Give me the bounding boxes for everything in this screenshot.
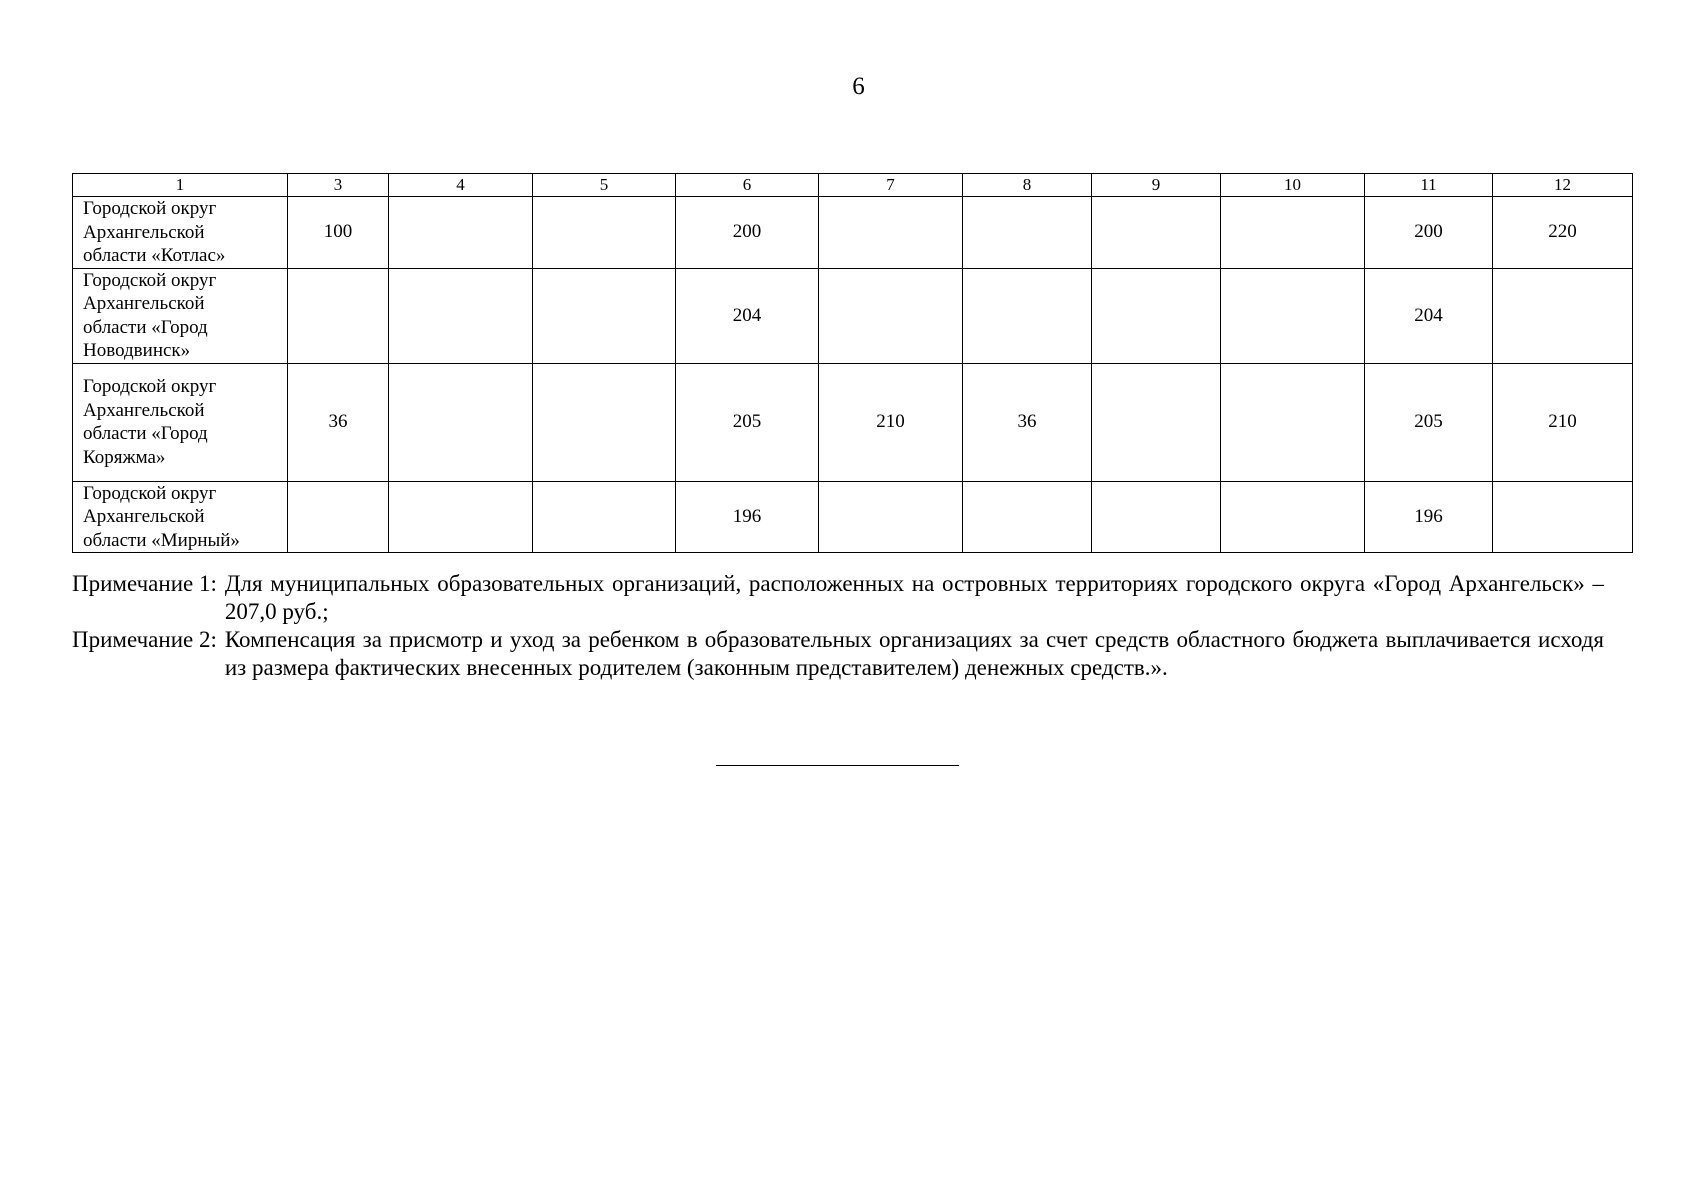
- table-cell: 36: [963, 363, 1092, 481]
- table-cell: [819, 481, 963, 553]
- note-1-label: Примечание 1:: [72, 571, 217, 596]
- table-cell: 204: [1365, 268, 1493, 363]
- table-cell: [1092, 197, 1221, 269]
- table-cell: 205: [676, 363, 819, 481]
- column-header: 1: [73, 174, 288, 197]
- table-cell: [533, 481, 676, 553]
- column-header: 9: [1092, 174, 1221, 197]
- table-cell: [389, 268, 533, 363]
- municipality-name: Городской округ Архангельской области «Мирный»: [73, 481, 288, 553]
- table-cell: [288, 268, 389, 363]
- table-cell: 210: [819, 363, 963, 481]
- municipality-name: Городской округ Архангельской области «Город Новодвинск»: [73, 268, 288, 363]
- column-header: 4: [389, 174, 533, 197]
- table-row: [73, 197, 1633, 269]
- note-1-text: Для муниципальных образовательных организаций, расположенных на островных территориях городского округа «Город Архангельск» – 207,0 руб.;: [224, 571, 1604, 624]
- column-header: 11: [1365, 174, 1493, 197]
- table-cell: [533, 197, 676, 269]
- table-cell: 205: [1365, 363, 1493, 481]
- column-header: 10: [1221, 174, 1365, 197]
- table-header-row: [73, 174, 1633, 197]
- table-cell: [288, 481, 389, 553]
- table-cell: [963, 268, 1092, 363]
- table-cell: 200: [1365, 197, 1493, 269]
- table-cell: [1221, 481, 1365, 553]
- table-cell: [1092, 363, 1221, 481]
- notes-section: [72, 570, 1604, 682]
- table-cell: 210: [1493, 363, 1633, 481]
- table-cell: 200: [676, 197, 819, 269]
- note-2-text: Компенсация за присмотр и уход за ребенком в образовательных организациях за счет средств областного бюджета выплачивается исходя из размера фактических внесенных родителем (законным представителем) денежных средств.».: [224, 627, 1604, 680]
- table-cell: 196: [676, 481, 819, 553]
- column-header: 5: [533, 174, 676, 197]
- table-cell: [389, 481, 533, 553]
- table-cell: [1092, 481, 1221, 553]
- column-header: 8: [963, 174, 1092, 197]
- column-header: 6: [676, 174, 819, 197]
- table-cell: [963, 481, 1092, 553]
- column-header: 7: [819, 174, 963, 197]
- end-of-document-rule: [716, 765, 959, 766]
- table-row: [73, 268, 1633, 363]
- page-number: 6: [852, 73, 865, 100]
- table-cell: [533, 363, 676, 481]
- table-cell: [1221, 268, 1365, 363]
- municipality-name: Городской округ Архангельской области «Город Коряжма»: [73, 363, 288, 481]
- table-row: [73, 363, 1633, 481]
- table-cell: [1493, 268, 1633, 363]
- table-cell: 100: [288, 197, 389, 269]
- note-2-label: Примечание 2:: [72, 627, 217, 652]
- table-cell: [819, 197, 963, 269]
- table-cell: [1221, 363, 1365, 481]
- table-cell: 220: [1493, 197, 1633, 269]
- table-cell: [389, 197, 533, 269]
- table-cell: 196: [1365, 481, 1493, 553]
- table-cell: 204: [676, 268, 819, 363]
- table-cell: [389, 363, 533, 481]
- table-row: [73, 481, 1633, 553]
- table-cell: [1092, 268, 1221, 363]
- table-cell: [1221, 197, 1365, 269]
- table-cell: [819, 268, 963, 363]
- compensation-table: [72, 173, 1633, 553]
- table-cell: [1493, 481, 1633, 553]
- table-cell: [533, 268, 676, 363]
- column-header: 3: [288, 174, 389, 197]
- column-header: 12: [1493, 174, 1633, 197]
- table-cell: [963, 197, 1092, 269]
- note-1: [72, 570, 1604, 626]
- note-2: [72, 626, 1604, 682]
- table-cell: 36: [288, 363, 389, 481]
- municipality-name: Городской округ Архангельской области «Котлас»: [73, 197, 288, 269]
